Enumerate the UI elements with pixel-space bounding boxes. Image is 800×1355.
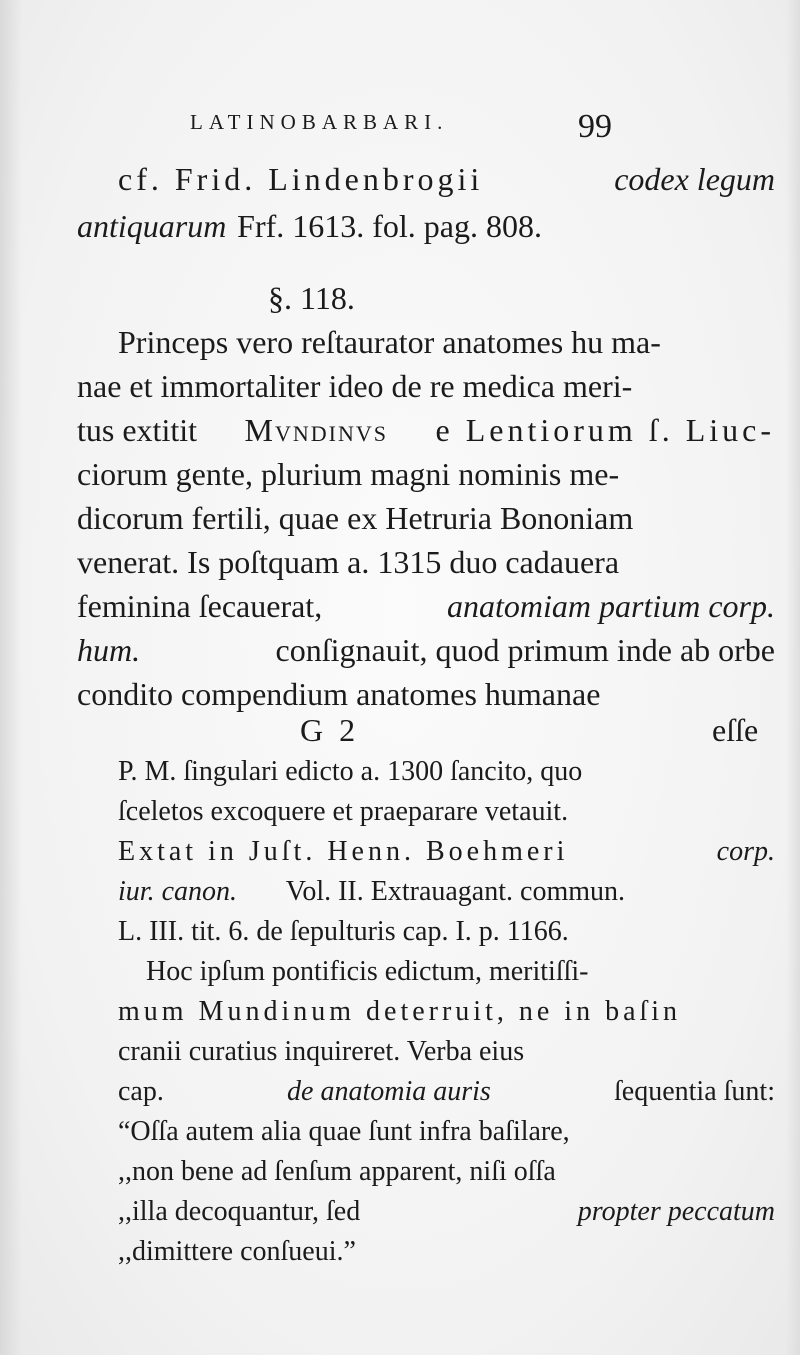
text-span: ſceletos excoquere et praeparare vetauit. [118, 796, 569, 827]
signature-mark [300, 714, 359, 746]
italic-span: corp. [716, 836, 775, 867]
italic-span: anatomiam partium corp. [447, 588, 775, 624]
text-span: venerat. Is poſtquam a. 1315 duo cadauera [77, 544, 620, 580]
text-span: G 2 [300, 712, 360, 748]
catchword [712, 714, 758, 746]
text-span: Extat in Juſt. Henn. Boehmeri [118, 836, 569, 867]
italic-span: hum. [77, 632, 141, 668]
text-line-12 [77, 678, 775, 710]
text-line-5 [77, 370, 775, 402]
text-span: ,,illa decoquantur, ſed [118, 1196, 361, 1227]
note-line-5 [118, 918, 612, 946]
text-span: ſequentia ſunt: [614, 1076, 775, 1107]
italic-span: antiquarum [77, 208, 227, 244]
text-span: §. 118. [268, 280, 355, 316]
note-line-12 [118, 1198, 775, 1226]
text-span: cap. [118, 1076, 164, 1107]
note-line-2 [118, 798, 775, 826]
text-span: Vol. II. Extrauagant. commun. [285, 876, 625, 907]
text-line-10 [77, 590, 775, 622]
italic-span: propter peccatum [577, 1196, 775, 1227]
note-line-10 [118, 1118, 775, 1146]
text-span: mum Mundinum deterruit, ne in baſin [118, 996, 682, 1027]
text-line-6 [77, 414, 775, 446]
italic-span: codex legum [614, 161, 775, 197]
running-title: LATINOBARBARI. [190, 110, 449, 134]
text-span: dicorum fertili, quae ex Hetruria Bononiam [77, 500, 634, 536]
text-line-4 [118, 326, 775, 358]
text-span: feminina ſecauerat, [77, 588, 323, 624]
note-line-4 [118, 878, 625, 906]
text-span: eſſe [712, 712, 759, 748]
text-span: L. III. tit. 6. de ſepulturis cap. I. p. 1166. [118, 916, 569, 947]
note-line-7 [118, 998, 775, 1026]
note-line-9 [118, 1078, 775, 1106]
page-edge-shadow-right [786, 0, 800, 1355]
text-line-8 [77, 502, 775, 534]
text-span: Hoc ipſum pontificis edictum, meritiſſi- [146, 956, 589, 987]
note-line-13 [118, 1238, 356, 1266]
text-line-11 [77, 634, 775, 666]
text-span: e Lentiorum ſ. Liuc- [435, 412, 775, 448]
text-span: “Oſſa autem alia quae ſunt infra baſilare, [118, 1116, 570, 1147]
name-small-caps: Mvndinvs [244, 412, 388, 448]
note-line-6 [146, 958, 775, 986]
text-span: Frf. 1613. fol. pag. 808. [237, 208, 542, 244]
note-line-1 [118, 758, 775, 786]
note-line-8 [118, 1038, 775, 1066]
text-span: condito compendium anatomes humanae [77, 676, 601, 712]
text-line-1 [118, 163, 775, 195]
page-edge-shadow-left [0, 0, 22, 1355]
section-heading [268, 282, 355, 314]
text-span: ,,non bene ad ſenſum apparent, niſi oſſa [118, 1156, 556, 1187]
text-span: ciorum gente, plurium magni nominis me- [77, 456, 620, 492]
text-span: tus extitit [77, 412, 197, 448]
italic-span: de anatomia auris [287, 1076, 491, 1107]
text-line-7 [77, 458, 775, 490]
italic-span: iur. canon. [118, 876, 237, 907]
text-span: nae et immortaliter ideo de re medica meri- [77, 368, 633, 404]
text-span: P. M. ſingulari edicto a. 1300 ſancito, quo [118, 756, 583, 787]
text-span: conſignauit, quod primum inde ab orbe [275, 632, 775, 668]
text-span: cranii curatius inquireret. Verba eius [118, 1036, 525, 1067]
note-line-3 [118, 838, 775, 866]
text-line-2 [77, 210, 542, 242]
text-span: ,,dimittere conſueui.” [118, 1236, 356, 1267]
text-line-9 [77, 546, 775, 578]
text-span: cf. Frid. Lindenbrogii [118, 161, 484, 197]
note-line-11 [118, 1158, 775, 1186]
page-number: 99 [578, 108, 612, 145]
text-span: Princeps vero reſtaurator anatomes hu ma- [118, 324, 661, 360]
